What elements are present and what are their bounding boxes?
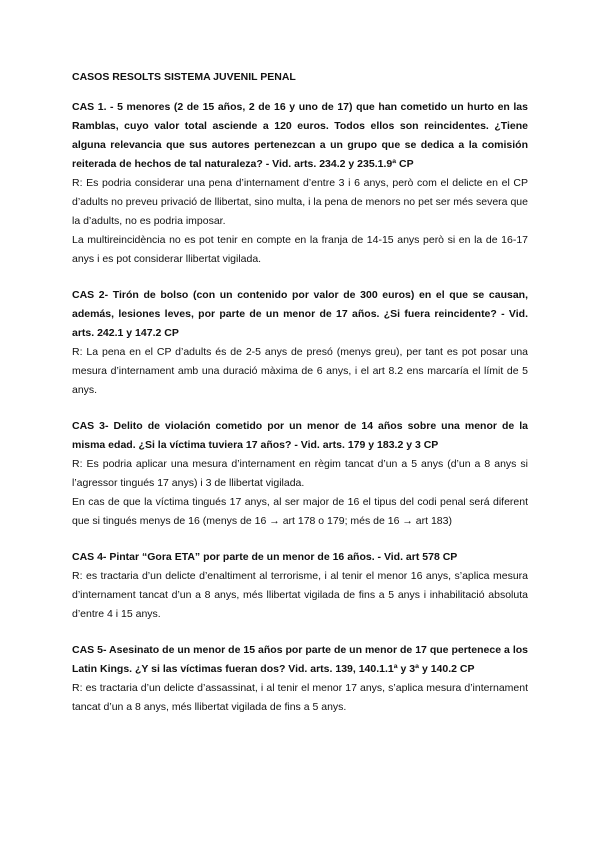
- case-heading: CAS 3- Delito de violación cometido por un menor de 14 años sobre una menor de la misma edad. ¿Si la víctima tuviera 17 años? - Vid. arts. 179 y 183.2 y 3 CP: [72, 420, 528, 451]
- case-answer: R: Es podria aplicar una mesura d’internament en règim tancat d’un a 5 anys (d’un a 8 anys si l’agressor tingués 17 anys) i 3 de llibertat vigilada.: [72, 458, 528, 489]
- case-answer: R: La pena en el CP d’adults és de 2-5 anys de presó (menys greu), per tant es pot posar una mesura d’internament amb una duració màxima de 6 anys, i el art 8.2 ens marcaría el límit de 5 anys.: [72, 346, 528, 396]
- case-4: [72, 548, 528, 624]
- document-page: [72, 68, 528, 734]
- case-answer: R: Es podria considerar una pena d’internament d’entre 3 i 6 anys, però com el delicte en el CP d’adults no preveu privació de llibertat, sino multa, i la pena de menors no pet ser més severa que la d’adults, no es podria imposar.: [72, 177, 528, 227]
- case-answer: R: es tractaria d’un delicte d’assassinat, i al tenir el menor 17 anys, s’aplica mesura d’internament tancat d’un a 8 anys, més llibertat vigilada de fins a 5 anys.: [72, 682, 528, 713]
- document-title: CASOS RESOLTS SISTEMA JUVENIL PENAL: [72, 71, 296, 83]
- case-heading: CAS 2- Tirón de bolso (con un contenido por valor de 300 euros) en el que se causan, además, lesiones leves, por parte de un menor de 17 años. ¿Si fuera reincidente? - Vid. arts. 242.1 y 147.2 CP: [72, 289, 528, 339]
- case-answer: La multireincidència no es pot tenir en compte en la franja de 14-15 anys però si en la de 16-17 anys i es pot considerar llibertat vigilada.: [72, 234, 528, 265]
- case-answer: R: es tractaria d’un delicte d’enaltiment al terrorisme, i al tenir el menor 16 anys, s’aplica mesura d’internament tancat d’un a 8 anys, més llibertat vigilada de fins a 5 anys i inhabilitació absoluta d’entre 4 i 15 anys.: [72, 570, 528, 620]
- case-answer: En cas de que la víctima tingués 17 anys, al ser major de 16 el tipus del codi penal será diferent que si tingués menys de 16 (menys de 16 → art 178 o 179; més de 16 → art 183): [72, 496, 528, 527]
- case-heading: CAS 5- Asesinato de un menor de 15 años por parte de un menor de 17 que pertenece a los Latin Kings. ¿Y si las víctimas fueran dos? Vid. arts. 139, 140.1.1ª y 3ª y 140.2 CP: [72, 644, 528, 675]
- case-5: [72, 641, 528, 717]
- case-heading: CAS 4- Pintar “Gora ETA” por parte de un menor de 16 años. - Vid. art 578 CP: [72, 551, 458, 563]
- case-2: [72, 286, 528, 400]
- case-1: [72, 98, 528, 269]
- case-heading: CAS 1. - 5 menores (2 de 15 años, 2 de 16 y uno de 17) que han cometido un hurto en las Ramblas, cuyo valor total asciende a 120 euros. Todos ellos son reincidentes. ¿Tiene alguna relevancia que sus autores pertenezcan a un grupo que se dedica a la comisión reiterada de hechos de tal naturaleza? - Vid. arts. 234.2 y 235.1.9ª CP: [72, 101, 528, 170]
- case-3: [72, 417, 528, 531]
